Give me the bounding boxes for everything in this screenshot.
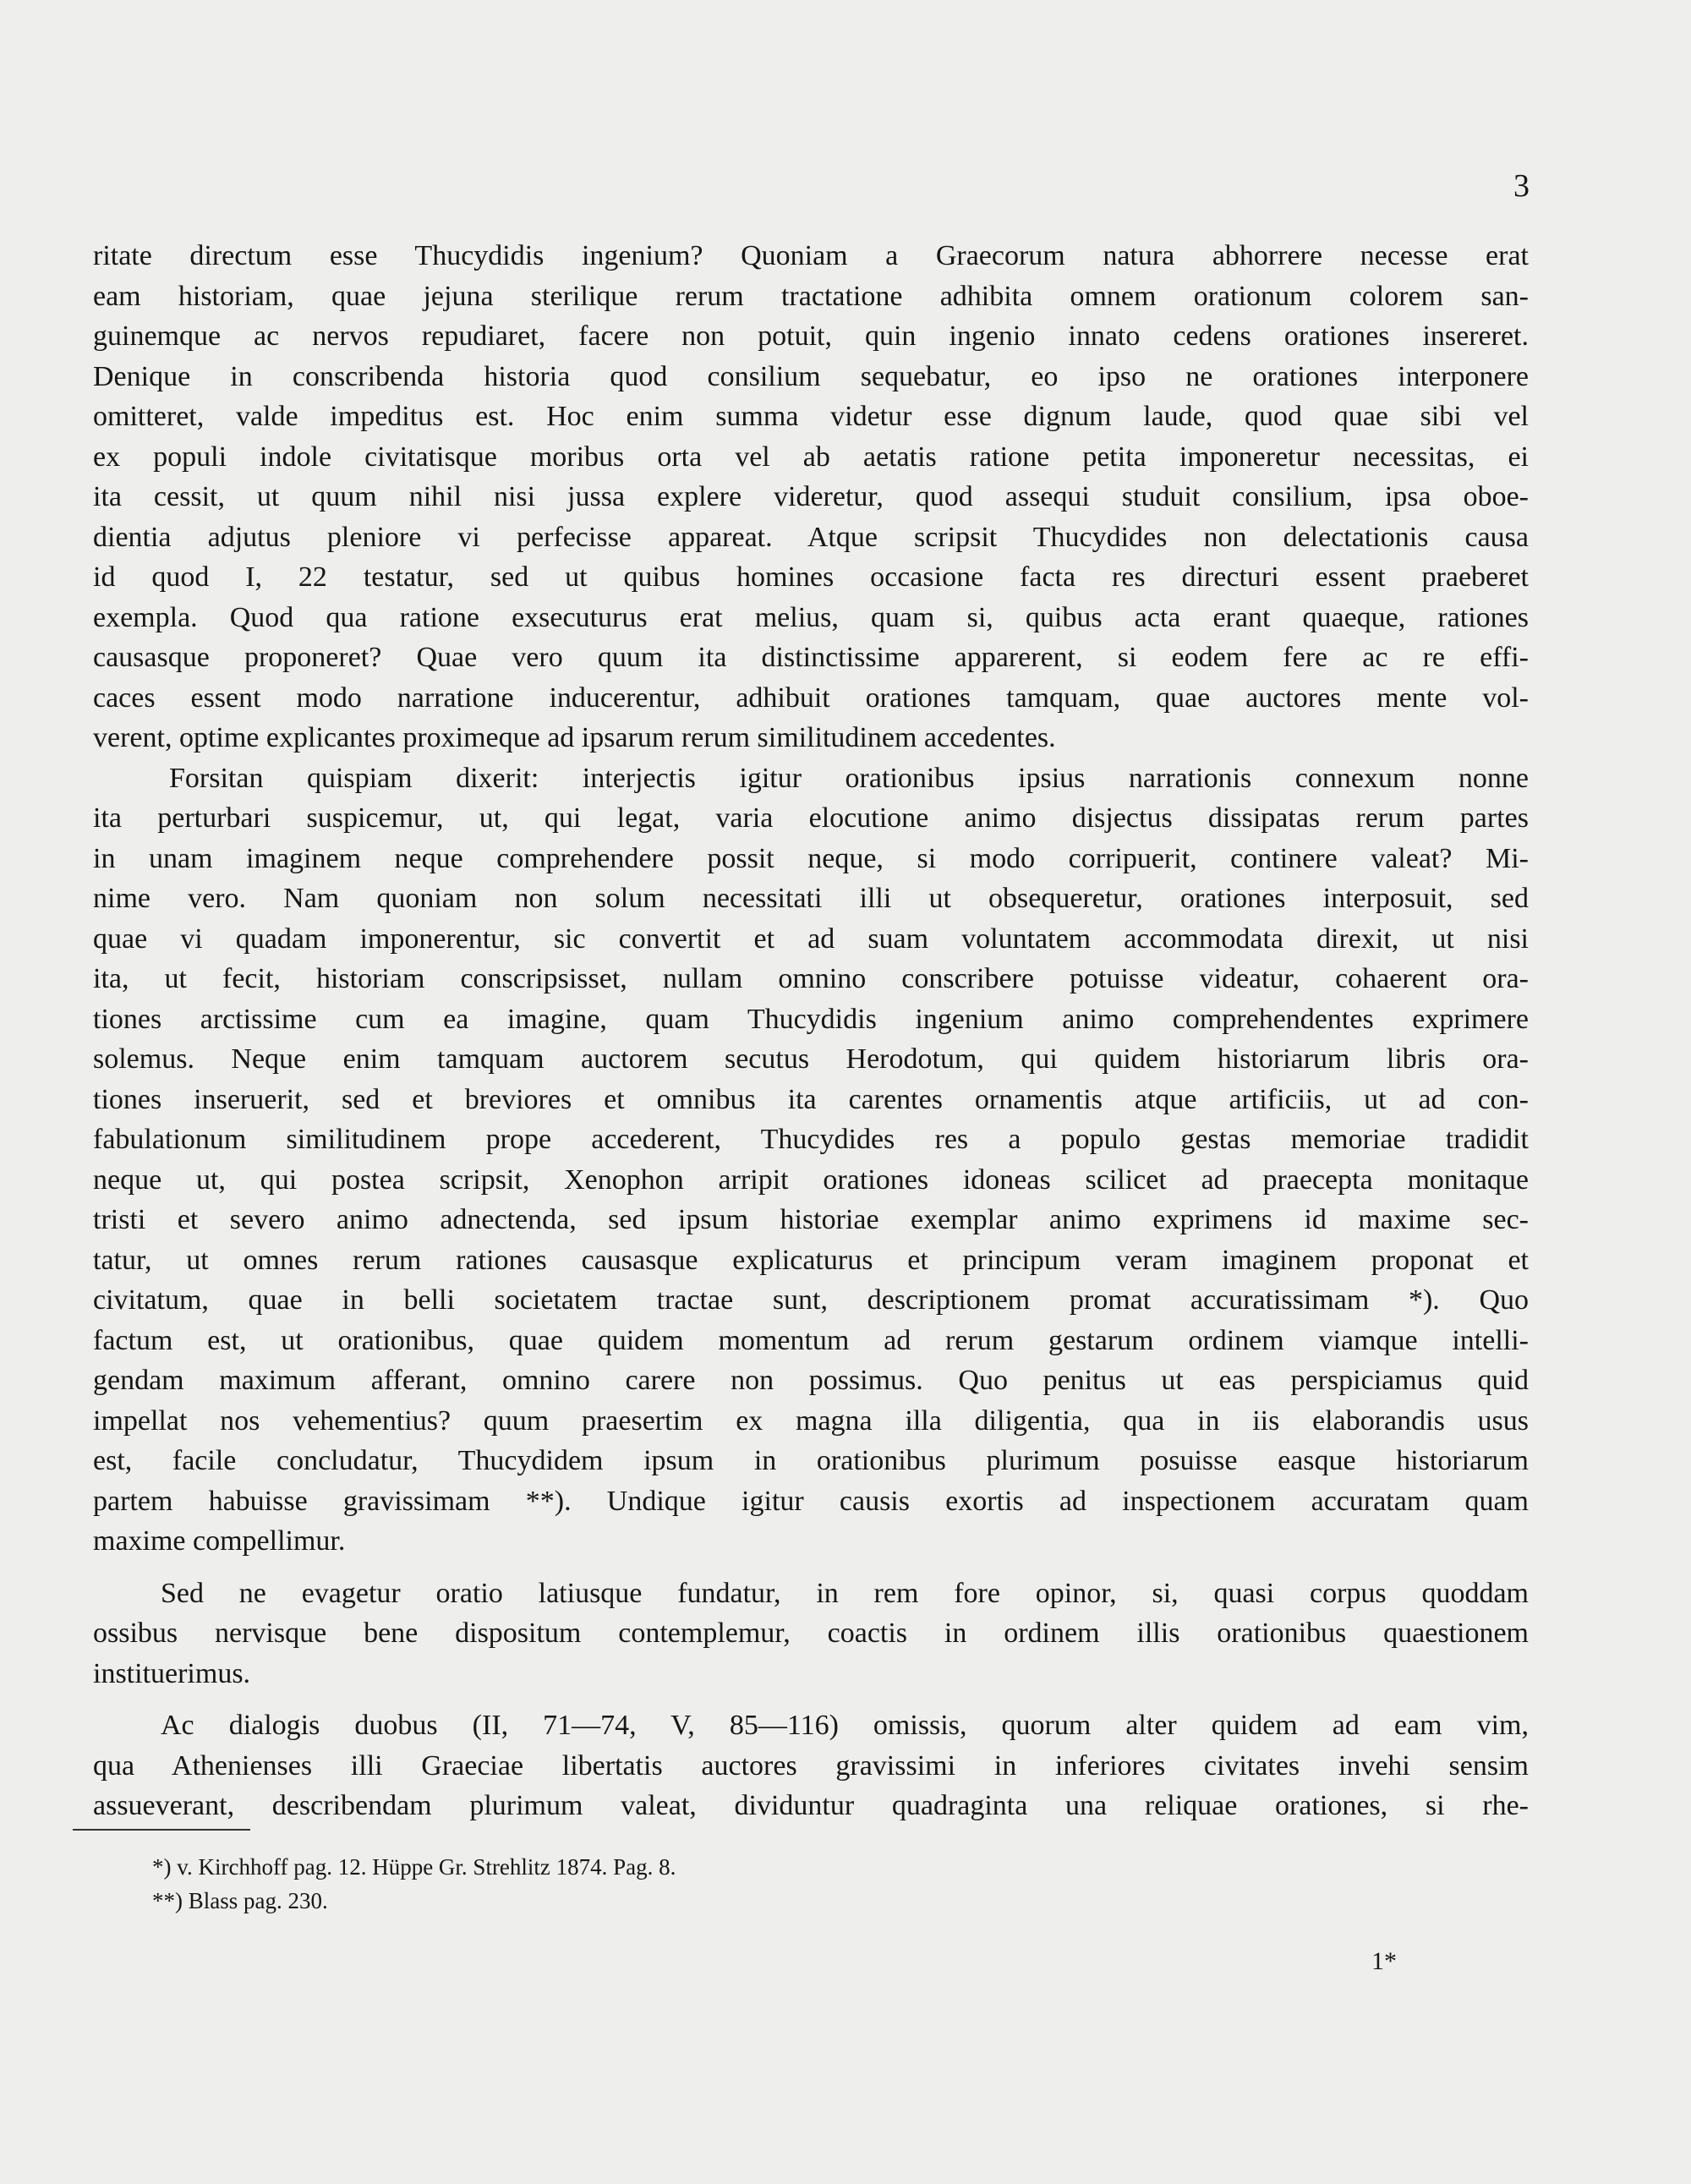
- text-line: gendam maximum afferant, omnino carere non possimus. Quo penitus ut eas perspiciamus quid: [93, 1365, 1529, 1396]
- text-line: eam historiam, quae jejuna sterilique rerum tractatione adhibita omnem orationum colorem san-: [93, 280, 1529, 312]
- text-line: ex populi indole civitatisque moribus orta vel ab aetatis ratione petita imponeretur necessitas, ei: [93, 441, 1529, 473]
- text-line: tiones inseruerit, sed et breviores et omnibus ita carentes ornamentis atque artificiis, ut ad con-: [93, 1083, 1529, 1115]
- text-line: neque ut, qui postea scripsit, Xenophon arripit orationes idoneas scilicet ad praecepta monitaque: [93, 1163, 1529, 1196]
- paragraph-gap: [93, 1562, 1529, 1574]
- text-line: ita, ut fecit, historiam conscripsisset, nullam omnino conscribere potuisse videatur, cohaerent ora-: [93, 963, 1529, 994]
- text-line: impellat nos vehementius? quum praesertim ex magna illa diligentia, qua in iis elaborandis usus: [93, 1404, 1529, 1437]
- footnote-divider: [73, 1829, 250, 1831]
- text-line: Forsitan quispiam dixerit: interjectis igitur orationibus ipsius narrationis connexum nonne: [169, 762, 1529, 794]
- text-line: Ac dialogis duobus (II, 71—74, V, 85—116) omissis, quorum alter quidem ad eam vim,: [161, 1710, 1529, 1741]
- text-line: ita cessit, ut quum nihil nisi jussa explere videretur, quod assequi studuit consilium, ipsa oboe-: [93, 481, 1529, 512]
- text-line: maxime compellimur.: [93, 1525, 346, 1557]
- text-line: qua Athenienses illi Graeciae libertatis auctores gravissimi in inferiores civitates invehi sensim: [93, 1749, 1529, 1782]
- text-line: tristi et severo animo adnectenda, sed ipsum historiae exemplar animo exprimens id maxime sec-: [93, 1204, 1529, 1235]
- text-line: tiones arctissime cum ea imagine, quam Thucydidis ingenium animo comprehendentes exprimere: [93, 1003, 1529, 1035]
- text-line: id quod I, 22 testatur, sed ut quibus homines occasione facta res directuri essent praeberet: [93, 561, 1529, 593]
- text-line: instituerimus.: [93, 1657, 251, 1689]
- text-line: factum est, ut orationibus, quae quidem momentum ad rerum gestarum ordinem viamque intelli-: [93, 1324, 1529, 1356]
- text-line: ita perturbari suspicemur, ut, qui legat, varia elocutione animo disjectus dissipatas rerum partes: [93, 802, 1529, 834]
- paragraph-2: [93, 758, 1529, 1562]
- text-line: guinemque ac nervos repudiaret, facere non potuit, quin ingenio innato cedens orationes insereret.: [93, 320, 1529, 352]
- text-line: partem habuisse gravissimam **). Undique igitur causis exortis ad inspectionem accuratam quam: [93, 1485, 1529, 1517]
- page-number: 3: [1513, 168, 1530, 204]
- text-line: in unam imaginem neque comprehendere possit neque, si modo corripuerit, continere valeat? Mi-: [93, 842, 1529, 874]
- text-line: solemus. Neque enim tamquam auctorem secutus Herodotum, qui quidem historiarum libris ora-: [93, 1043, 1529, 1075]
- text-line: assueverant, describendam plurimum valeat, dividuntur quadraginta una reliquae orationes, si rhe-: [93, 1790, 1529, 1821]
- text-line: exempla. Quod qua ratione exsecuturus erat melius, quam si, quibus acta erant quaeque, rationes: [93, 601, 1529, 633]
- text-line: causasque proponeret? Quae vero quum ita distinctissime apparerent, si eodem fere ac re effi-: [93, 642, 1529, 673]
- paragraph-1: [93, 236, 1529, 758]
- text-line: ritate directum esse Thucydidis ingenium? Quoniam a Graecorum natura abhorrere necesse erat: [93, 240, 1529, 271]
- body-text: [93, 236, 1529, 1826]
- paragraph-gap: [93, 1694, 1529, 1705]
- footnotes: [152, 1850, 676, 1918]
- signature-mark: 1*: [1371, 1947, 1397, 1975]
- text-line: quae vi quadam imponerentur, sic convertit et ad suam voluntatem accommodata direxit, ut nisi: [93, 922, 1529, 955]
- text-line: caces essent modo narratione inducerentur, adhibuit orationes tamquam, quae auctores mente vol-: [93, 681, 1529, 714]
- text-line: ossibus nervisque bene dispositum contemplemur, coactis in ordinem illis orationibus quaestionem: [93, 1617, 1529, 1649]
- text-line: civitatum, quae in belli societatem tractae sunt, descriptionem promat accuratissimam *). Quo: [93, 1284, 1529, 1316]
- text-line: nime vero. Nam quoniam non solum necessitati illi ut obsequeretur, orationes interposuit, sed: [93, 883, 1529, 914]
- text-line: fabulationum similitudinem prope accederent, Thucydides res a populo gestas memoriae tradidit: [93, 1124, 1529, 1155]
- footnote-2: **) Blass pag. 230.: [152, 1888, 328, 1913]
- footnote-1: *) v. Kirchhoff pag. 12. Hüppe Gr. Strehlitz 1874. Pag. 8.: [152, 1854, 676, 1880]
- text-line: dientia adjutus pleniore vi perfecisse appareat. Atque scripsit Thucydides non delectationis causa: [93, 521, 1529, 553]
- text-line: Denique in conscribenda historia quod consilium sequebatur, eo ipso ne orationes interponere: [93, 360, 1529, 392]
- text-line: est, facile concludatur, Thucydidem ipsum in orationibus plurimum posuisse easque historiarum: [93, 1445, 1529, 1476]
- text-line: verent, optime explicantes proximeque ad ipsarum rerum similitudinem accedentes.: [93, 722, 1056, 753]
- text-line: Sed ne evagetur oratio latiusque fundatur, in rem fore opinor, si, quasi corpus quoddam: [161, 1577, 1529, 1609]
- paragraph-3: [93, 1574, 1529, 1694]
- paragraph-4: [93, 1705, 1529, 1826]
- text-line: omitteret, valde impeditus est. Hoc enim summa videtur esse dignum laude, quod quae sibi vel: [93, 401, 1529, 432]
- text-line: tatur, ut omnes rerum rationes causasque explicaturus et principum veram imaginem proponat et: [93, 1244, 1529, 1276]
